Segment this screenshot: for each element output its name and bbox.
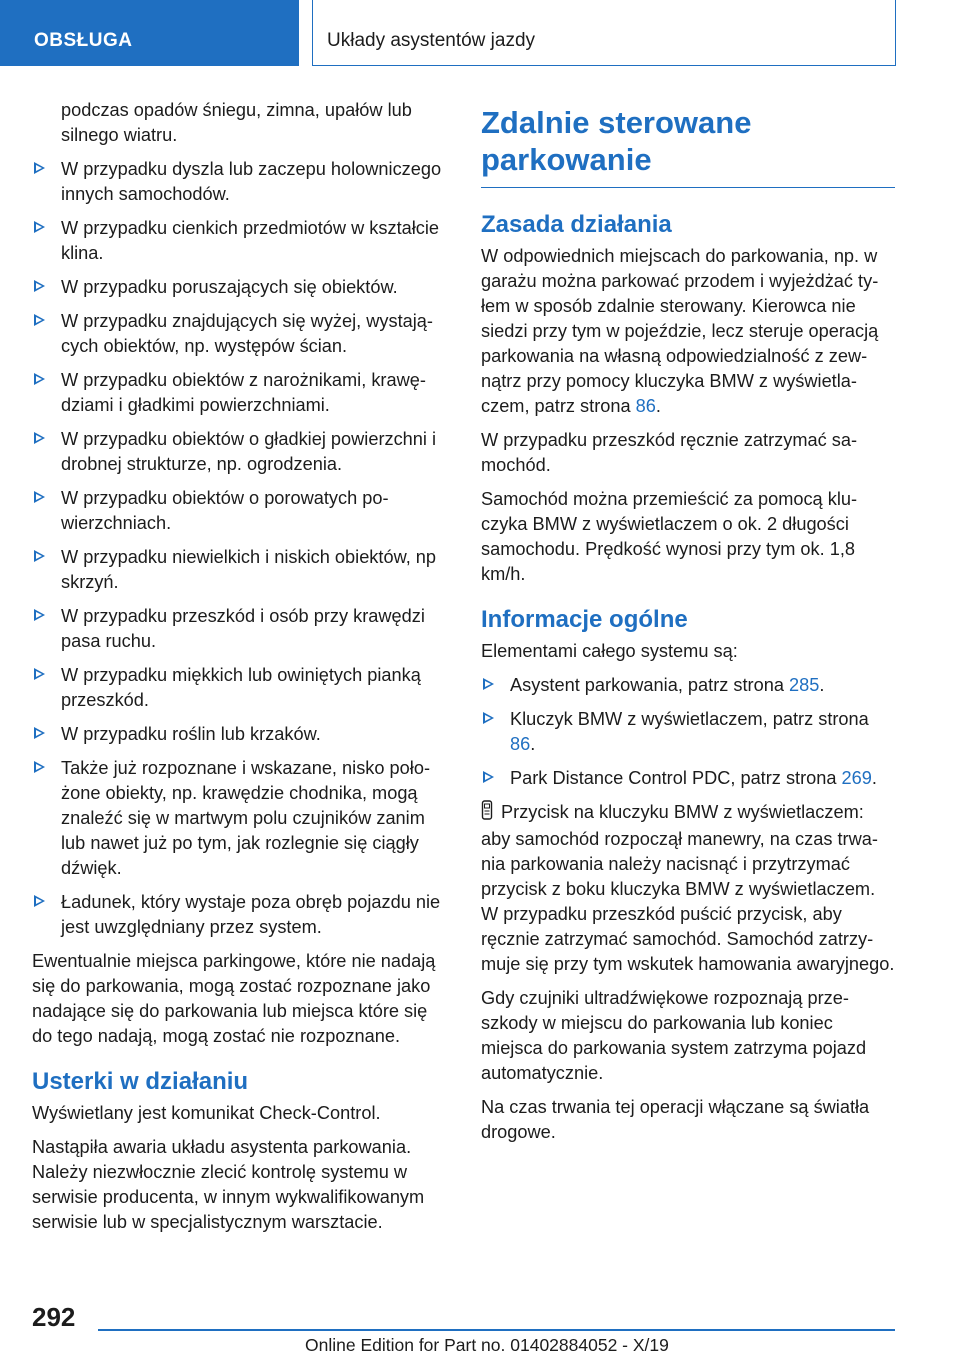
list-item: W przypadku przeszkód i osób przy krawędzi pasa ruchu. — [32, 604, 450, 654]
distance-text: Samochód można przemieścić za pomocą kluczyka BMW z wyświetlaczem o ok. 2 długości samochodu. Prędkość wynosi przy tym ok. 1,8 km/h. — [481, 489, 858, 584]
malfunction-text: Nastąpiła awaria układu asystenta parkowania. Należy niezwłocznie zlecić kontrolę systemu w serwisie producenta, w innym wykwalifikowanym serwisie lub w specjalistycznym warsztacie. — [32, 1137, 425, 1232]
list-item: W przypadku niewielkich i niskich obiektów, np skrzyń. — [32, 545, 450, 595]
list-item: W przypadku obiektów o gładkiej powierzchni i drobnej strukturze, np. ogrodzenia. — [32, 427, 450, 477]
list-item: W przypadku miękkich lub owiniętych pianką przeszkód. — [32, 663, 450, 713]
list-item: W przypadku roślin lub krzaków. — [32, 722, 450, 747]
list-item: Kluczyk BMW z wyświetlaczem, patrz strona 86. — [481, 707, 895, 757]
triangle-bullet-icon — [34, 895, 45, 907]
right-column — [481, 98, 895, 1154]
triangle-bullet-icon — [483, 771, 494, 783]
list-item: W przypadku znajdujących się wyżej, wystających obiektów, np. występów ścian. — [32, 309, 450, 359]
page-title: Zdalnie sterowane parkowanie — [481, 104, 895, 188]
list-item: W przypadku obiektów o porowatych powierzchniach. — [32, 486, 450, 536]
triangle-bullet-icon — [483, 712, 494, 724]
principle-text: W odpowiednich miejscach do parkowania, np. w garażu można parkować przodem i wyjeżdżać tyłem w sposób zdalnie sterowany. Kierowca nie siedzi przy tym w pojeździe, lecz steruje operacją parkowania na własną odpowiedzialność z zewnątrz przy pomocy kluczyka BMW z wyświetlaczem, patrz strona 86. — [481, 246, 879, 416]
sensor-text: Gdy czujniki ultradźwiękowe rozpoznają przeszkody w miejscu do parkowania lub koniec miejsca do parkowania system zatrzyma pojazd automatycznie. — [481, 988, 867, 1083]
edition-text: Online Edition for Part no. 01402884052 - X/19 — [305, 1335, 669, 1355]
principle-heading: Zasada działania — [481, 211, 672, 238]
section-tab: OBSŁUGA — [0, 0, 299, 66]
triangle-bullet-icon — [34, 491, 45, 503]
triangle-bullet-icon — [34, 280, 45, 292]
list-item: Także już rozpoznane i wskazane, nisko położone obiekty, np. krawędzie chodnika, mogą znaleźć się w martwym polu czujników zanim lub nawet już po tym, jak rozlegnie się ciągły dźwięk. — [32, 756, 450, 881]
page-link[interactable]: 269 — [841, 768, 872, 788]
triangle-bullet-icon — [34, 373, 45, 385]
car-key-icon — [481, 800, 493, 827]
list-item: Park Distance Control PDC, patrz strona 269. — [481, 766, 895, 791]
malfunction-heading: Usterki w działaniu — [32, 1068, 249, 1095]
triangle-bullet-icon — [34, 432, 45, 444]
general-info-heading: Informacje ogólne — [481, 606, 688, 633]
key-button-text: Przycisk na kluczyku BMW z wyświetlaczem: aby samochód rozpoczął manewry, na czas trwania parkowania należy nacisnąć i przytrzymać przycisk z boku kluczyka BMW z wyświetlaczem. W przypadku przeszkód puścić przycisk, aby ręcznie zatrzymać samochód. Samochód zatrzymuje się przy tym wskutek hamowania awaryjnego. — [481, 802, 895, 974]
page-link[interactable]: 285 — [789, 675, 820, 695]
chapter-title: Układy asystentów jazdy — [312, 0, 896, 66]
page-link[interactable]: 86 — [510, 734, 531, 754]
system-elements-list — [481, 673, 895, 791]
list-item: Ładunek, który wystaje poza obręb pojazdu nie jest uwzględniany przez system. — [32, 890, 450, 940]
elements-intro: Elementami całego systemu są: — [481, 641, 738, 661]
check-control-text: Wyświetlany jest komunikat Check-Control. — [32, 1103, 381, 1123]
triangle-bullet-icon — [34, 221, 45, 233]
continued-text: podczas opadów śniegu, zimna, upałów lub silnego wiatru. — [61, 100, 412, 145]
triangle-bullet-icon — [483, 678, 494, 690]
headlights-text: Na czas trwania tej operacji włączane są światła drogowe. — [481, 1097, 870, 1142]
triangle-bullet-icon — [34, 550, 45, 562]
footer-divider — [98, 1329, 895, 1331]
page-number: 292 — [32, 1302, 76, 1332]
triangle-bullet-icon — [34, 609, 45, 621]
limitations-list — [32, 157, 450, 940]
triangle-bullet-icon — [34, 668, 45, 680]
page-header — [0, 0, 960, 66]
triangle-bullet-icon — [34, 162, 45, 174]
triangle-bullet-icon — [34, 727, 45, 739]
list-item: W przypadku dyszla lub zaczepu holowniczego innych samochodów. — [32, 157, 450, 207]
triangle-bullet-icon — [34, 314, 45, 326]
list-item: W przypadku cienkich przedmiotów w kształcie klina. — [32, 216, 450, 266]
left-column — [32, 98, 450, 1244]
parking-spaces-note: Ewentualnie miejsca parkingowe, które nie nadają się do parkowania, mogą zostać rozpoznane jako nadające się do parkowania lub miejsca które się do tego nadają, mogą zostać nie rozpoznane. — [32, 951, 436, 1046]
triangle-bullet-icon — [34, 761, 45, 773]
obstacle-text: W przypadku przeszkód ręcznie zatrzymać samochód. — [481, 430, 858, 475]
list-item: W przypadku obiektów z narożnikami, krawędziami i gładkimi powierzchniami. — [32, 368, 450, 418]
page-link[interactable]: 86 — [635, 396, 656, 416]
list-item: Asystent parkowania, patrz strona 285. — [481, 673, 895, 698]
list-item: W przypadku poruszających się obiektów. — [32, 275, 450, 300]
